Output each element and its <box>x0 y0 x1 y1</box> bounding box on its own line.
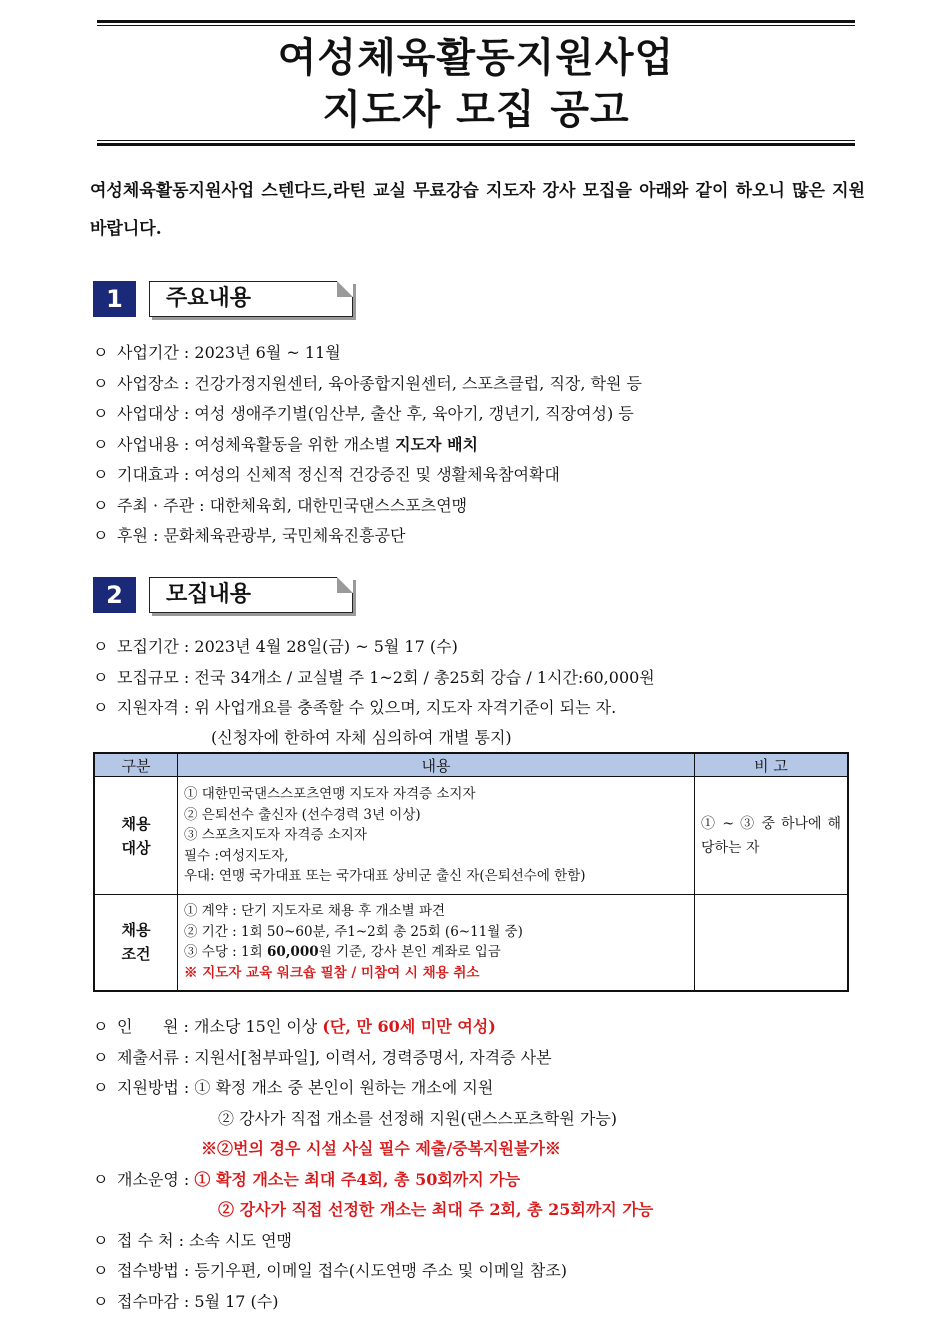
bullet-icon: ㅇ <box>93 663 117 694</box>
list-item: ㅇ 지원방법 : ① 확정 개소 중 본인이 원하는 개소에 지원 <box>93 1073 883 1104</box>
section1-number: 1 <box>93 281 136 317</box>
bullet-icon: ㅇ <box>93 369 117 400</box>
bullet-icon: ㅇ <box>93 1165 117 1196</box>
list-item: ② 강사가 직접 선정한 개소는 최대 주 2회, 총 25회까지 가능 <box>93 1195 883 1226</box>
list-item: ㅇ 지원자격 : 위 사업개요를 충족할 수 있으며, 지도자 자격기준이 되는 자. <box>93 693 883 724</box>
list-item: ㅇ 사업내용 : 여성체육활동을 위한 개소별 지도자 배치 <box>93 430 883 461</box>
bullet-icon: ㅇ <box>93 491 117 522</box>
list-item: ㅇ 접수마감 : 5월 17 (수) <box>93 1287 883 1317</box>
bullet-icon: ㅇ <box>93 1287 117 1317</box>
row-category: 채용 대상 <box>94 777 178 895</box>
section2-list <box>93 632 883 752</box>
bullet-icon: ㅇ <box>93 460 117 491</box>
title-top-rule <box>97 20 855 23</box>
bullet-icon: ㅇ <box>93 1073 117 1104</box>
page-title-line2: 지도자 모집 공고 <box>97 84 855 136</box>
column-header-category: 구분 <box>94 753 178 777</box>
bullet-icon: ㅇ <box>93 399 117 430</box>
row-category: 채용 조건 <box>94 895 178 991</box>
list-item: ㅇ 접수방법 : 등기우편, 이메일 접수(시도연맹 주소 및 이메일 참조) <box>93 1256 883 1287</box>
bullet-icon: ㅇ <box>93 693 117 724</box>
title-bottom-rule-thin <box>97 140 855 141</box>
title-block <box>97 20 855 146</box>
intro-paragraph: 여성체육활동지원사업 스텐다드,라틴 교실 무료강습 지도자 강사 모집을 아래와 같이 하오니 많은 지원 바랍니다. <box>90 172 865 248</box>
row-note <box>695 895 849 991</box>
page-title-line1: 여성체육활동지원사업 <box>97 32 855 84</box>
title-bottom-rule <box>97 143 855 146</box>
section1-label-box <box>149 281 353 317</box>
section2-label-box <box>149 577 353 613</box>
section1-list <box>93 338 883 552</box>
folded-corner-icon <box>337 281 353 297</box>
bullet-icon: ㅇ <box>93 632 117 663</box>
bullet-icon: ㅇ <box>93 338 117 369</box>
section1-label: 주요내용 <box>166 286 251 311</box>
bullet-icon: ㅇ <box>93 1012 117 1043</box>
recruitment-table <box>93 752 849 992</box>
folded-corner-icon <box>337 577 353 593</box>
list-item: ㅇ 사업기간 : 2023년 6월 ~ 11월 <box>93 338 883 369</box>
column-header-content: 내용 <box>178 753 695 777</box>
table-header-row <box>94 753 848 777</box>
list-item: ㅇ 모집기간 : 2023년 4월 28일(금) ~ 5월 17 (수) <box>93 632 883 663</box>
list-item: ㅇ 접 수 처 : 소속 시도 연맹 <box>93 1226 883 1257</box>
list-item: ㅇ 주최 · 주관 : 대한체육회, 대한민국댄스스포츠연맹 <box>93 491 883 522</box>
bullet-icon: ㅇ <box>93 1226 117 1257</box>
list-item: ㅇ 사업장소 : 건강가정지원센터, 육아종합지원센터, 스포츠클럽, 직장, 학원 등 <box>93 369 883 400</box>
details-list <box>93 1012 883 1317</box>
emphasis-text: 지도자 배치 <box>395 435 478 454</box>
table-row <box>94 895 848 991</box>
warning-text: ※ 지도자 교육 워크숍 필참 / 미참여 시 채용 취소 <box>184 963 688 984</box>
column-header-note: 비 고 <box>695 753 849 777</box>
list-item: ㅇ 개소운영 : ① 확정 개소는 최대 주4회, 총 50회까지 가능 <box>93 1165 883 1196</box>
row-content: ① 계약 : 단기 지도자로 채용 후 개소별 파견 ② 기간 : 1회 50~60분, 주1~2회 총 25회 (6~11월 중) ③ 수당 : 1회 60,000원 기준, 강사 본인 계좌로 입금 ※ 지도자 교육 워크숍 필참 / 미참여 시 채용 취소 <box>178 895 695 991</box>
bullet-icon: ㅇ <box>93 521 117 552</box>
list-item: ㅇ 모집규모 : 전국 34개소 / 교실별 주 1~2회 / 총25회 강습 / 1시간:60,000원 <box>93 663 883 694</box>
bullet-icon: ㅇ <box>93 1256 117 1287</box>
list-item: ㅇ 사업대상 : 여성 생애주기별(임산부, 출산 후, 육아기, 갱년기, 직장여성) 등 <box>93 399 883 430</box>
section2-number: 2 <box>93 577 136 613</box>
list-item: ㅇ 후원 : 문화체육관광부, 국민체육진흥공단 <box>93 521 883 552</box>
row-content: ① 대한민국댄스스포츠연맹 지도자 자격증 소지자 ② 은퇴선수 출신자 (선수경력 3년 이상) ③ 스포츠지도자 자격증 소지자 필수 :여성지도자, 우대: 연맹 국가대표 또는 국가대표 상비군 출신 자(은퇴선수에 한함) <box>178 777 695 895</box>
list-item: ㅇ 제출서류 : 지원서[첨부파일], 이력서, 경력증명서, 자격증 사본 <box>93 1043 883 1074</box>
bullet-icon: ㅇ <box>93 430 117 461</box>
section2-label: 모집내용 <box>166 582 251 607</box>
list-item: ② 강사가 직접 개소를 선정해 지원(댄스스포츠학원 가능) <box>93 1104 883 1135</box>
qualification-note: (신청자에 한하여 자체 심의하여 개별 통지) <box>93 724 883 752</box>
table-row <box>94 777 848 895</box>
warning-text: ※②번의 경우 시설 사실 필수 제출/중복지원불가※ <box>93 1134 883 1165</box>
list-item: ㅇ 인 원 : 개소당 15인 이상 (단, 만 60세 미만 여성) <box>93 1012 883 1043</box>
list-item: ㅇ 기대효과 : 여성의 신체적 정신적 건강증진 및 생활체육참여확대 <box>93 460 883 491</box>
row-note: ① ~ ③ 중 하나에 해당하는 자 <box>695 777 849 895</box>
bullet-icon: ㅇ <box>93 1043 117 1074</box>
